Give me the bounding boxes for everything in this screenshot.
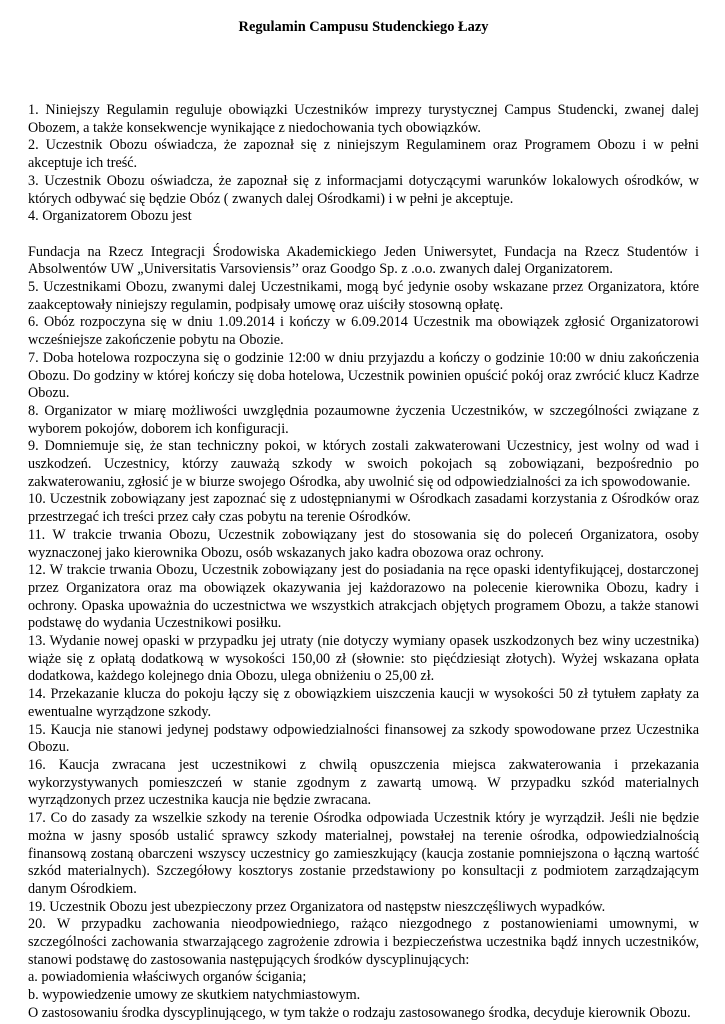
paragraph-2: 2. Uczestnik Obozu oświadcza, że zapoznał się z niniejszym Regulaminem oraz Programem Obozu i w pełni akceptuje ich treść.	[28, 137, 699, 172]
paragraph-15: 15. Kaucja nie stanowi jedynej podstawy odpowiedzialności finansowej za szkody spowodowane przez Uczestnika Obozu.	[28, 721, 699, 756]
document-page	[28, 0, 699, 1023]
list-item-b: b. wypowiedzenie umowy ze skutkiem natychmiastowym.	[28, 987, 361, 1004]
paragraph-12: 12. W trakcie trwania Obozu, Uczestnik zobowiązany jest do posiadania na ręce opaski identyfikującej, dostarczonej przez Organizatora oraz ma obowiązek okazywania jej każdorazowo na polecenie kierownika Obozu, kadry i ochrony. Opaska upoważnia do uczestnictwa we wszystkich atrakcjach objętych programem Obozu, a także stanowi podstawę do wydania Uczestnikowi posiłku.	[28, 562, 699, 632]
list-item-a: a. powiadomienia właściwych organów ścigania;	[28, 969, 307, 986]
paragraph-organizers: Fundacja na Rzecz Integracji Środowiska Akademickiego Jeden Uniwersytet, Fundacja na Rzecz Studentów i Absolwentów UW „Universitatis Varsoviensis’’ oraz Goodgo Sp. z .o.o. zwanych dalej Organizatorem.	[28, 243, 699, 278]
paragraph-1: 1. Niniejszy Regulamin reguluje obowiązki Uczestników imprezy turystycznej Campus Studencki, zwanej dalej Obozem, a także konsekwencje wynikające z niedochowania tych obowiązków.	[28, 102, 699, 136]
paragraph-3: 3. Uczestnik Obozu oświadcza, że zapoznał się z informacjami dotyczącymi warunków lokalowych ośrodków, w których odbywać się będzie Obóz ( zwanych dalej Ośrodkami) i w pełni je akceptuje.	[28, 172, 699, 207]
paragraph-5: 5. Uczestnikami Obozu, zwanymi dalej Uczestnikami, mogą być jedynie osoby wskazane przez Organizatora, które zaakceptowały niniejszy regulamin, podpisały umowę oraz uiściły stosowną opłatę.	[28, 279, 699, 313]
paragraph-9: 9. Domniemuje się, że stan techniczny pokoi, w których zostali zakwaterowani Uczestnicy, jest wolny od wad i uszkodzeń. Uczestnicy, którzy zauważą szkody w swoich pokojach są zobowiązani, bezpośrednio po zakwaterowaniu, zgłosić je w biurze swojego Ośrodka, aby uwolnić się od odpowiedzialności za ich spowodowanie.	[28, 438, 699, 490]
paragraph-16: 16. Kaucja zwracana jest uczestnikowi z chwilą opuszczenia miejsca zakwaterowania i przekazania wykorzystywanych pomieszczeń w stanie zgodnym z zawartą umową. W przypadku szkód materialnych wyrządzonych przez uczestnika kaucja nie będzie zwracana.	[28, 757, 699, 809]
paragraph-4: 4. Organizatorem Obozu jest	[28, 208, 192, 225]
paragraph-14: 14. Przekazanie klucza do pokoju łączy się z obowiązkiem uiszczenia kaucji w wysokości 50 zł tytułem zapłaty za ewentualne wyrządzone szkody.	[28, 686, 699, 720]
paragraph-17: 17. Co do zasady za wszelkie szkody na terenie Ośrodka odpowiada Uczestnik który je wyrządził. Jeśli nie będzie można w jasny sposób ustalić sprawcy szkody materialnej, powstałej na terenie ośrodka, odpowiedzialnością finansową zostaną obarczeni wszyscy uczestnicy go zamieszkujący (kaucja zostanie pomniejszona o łączną wartość szkód materialnych). Szczegółowy kosztorys zostanie przedstawiony po konsultacji z podmiotem zarządzającym danym Ośrodkiem.	[28, 810, 699, 897]
paragraph-8: 8. Organizator w miarę możliwości uwzględnia pozaumowne życzenia Uczestników, w szczególności związane z wyborem pokojów, doborem ich konfiguracji.	[28, 402, 699, 437]
paragraph-10: 10. Uczestnik zobowiązany jest zapoznać się z udostępnianymi w Ośrodkach zasadami korzystania z Ośrodków oraz przestrzegać ich treści przez cały czas pobytu na terenie Ośrodków.	[28, 491, 699, 526]
document-title: Regulamin Campusu Studenckiego Łazy	[238, 19, 489, 35]
blank-line	[28, 226, 699, 244]
paragraph-19: 19. Uczestnik Obozu jest ubezpieczony przez Organizatora od następstw nieszczęśliwych wypadków.	[28, 898, 606, 915]
document-body	[28, 102, 699, 1023]
paragraph-6: 6. Obóz rozpoczyna się w dniu 1.09.2014 i kończy w 6.09.2014 Uczestnik ma obowiązek zgłosić Organizatorowi wcześniejsze zakończenie pobytu na Obozie.	[28, 314, 699, 349]
paragraph-7: 7. Doba hotelowa rozpoczyna się o godzinie 12:00 w dniu przyjazdu a kończy o godzinie 10:00 w dniu zakończenia Obozu. Do godziny w której kończy się doba hotelowa, Uczestnik powinien opuścić pokój oraz zwrócić klucz Kadrze Obozu.	[28, 349, 699, 402]
paragraph-11: 11. W trakcie trwania Obozu, Uczestnik zobowiązany jest do stosowania się do poleceń Organizatora, osoby wyznaczonej jako kierownika Obozu, osób wskazanych jako kadra obozowa oraz ochrony.	[28, 526, 699, 561]
paragraph-20: 20. W przypadku zachowania nieodpowiedniego, rażąco niezgodnego z postanowieniami umownymi, w szczególności zachowania stwarzającego zagrożenie zdrowia i bezpieczeństwa uczestnika bądź innych uczestników, stanowi podstawę do zastosowania następujących środków dyscyplinujących:	[28, 916, 699, 968]
paragraph-closing: O zastosowaniu środka dyscyplinującego, w tym także o rodzaju zastosowanego środka, decyduje kierownik Obozu.	[28, 1004, 691, 1021]
paragraph-13: 13. Wydanie nowej opaski w przypadku jej utraty (nie dotyczy wymiany opasek uszkodzonych bez winy uczestnika) wiąże się z opłatą dodatkową w wysokości 150,00 zł (słownie: sto pięćdziesiąt złotych). Wyżej wskazana opłata dodatkowa, każdego kolejnego dnia Obozu, ulega obniżeniu o 25,00 zł.	[28, 633, 699, 685]
